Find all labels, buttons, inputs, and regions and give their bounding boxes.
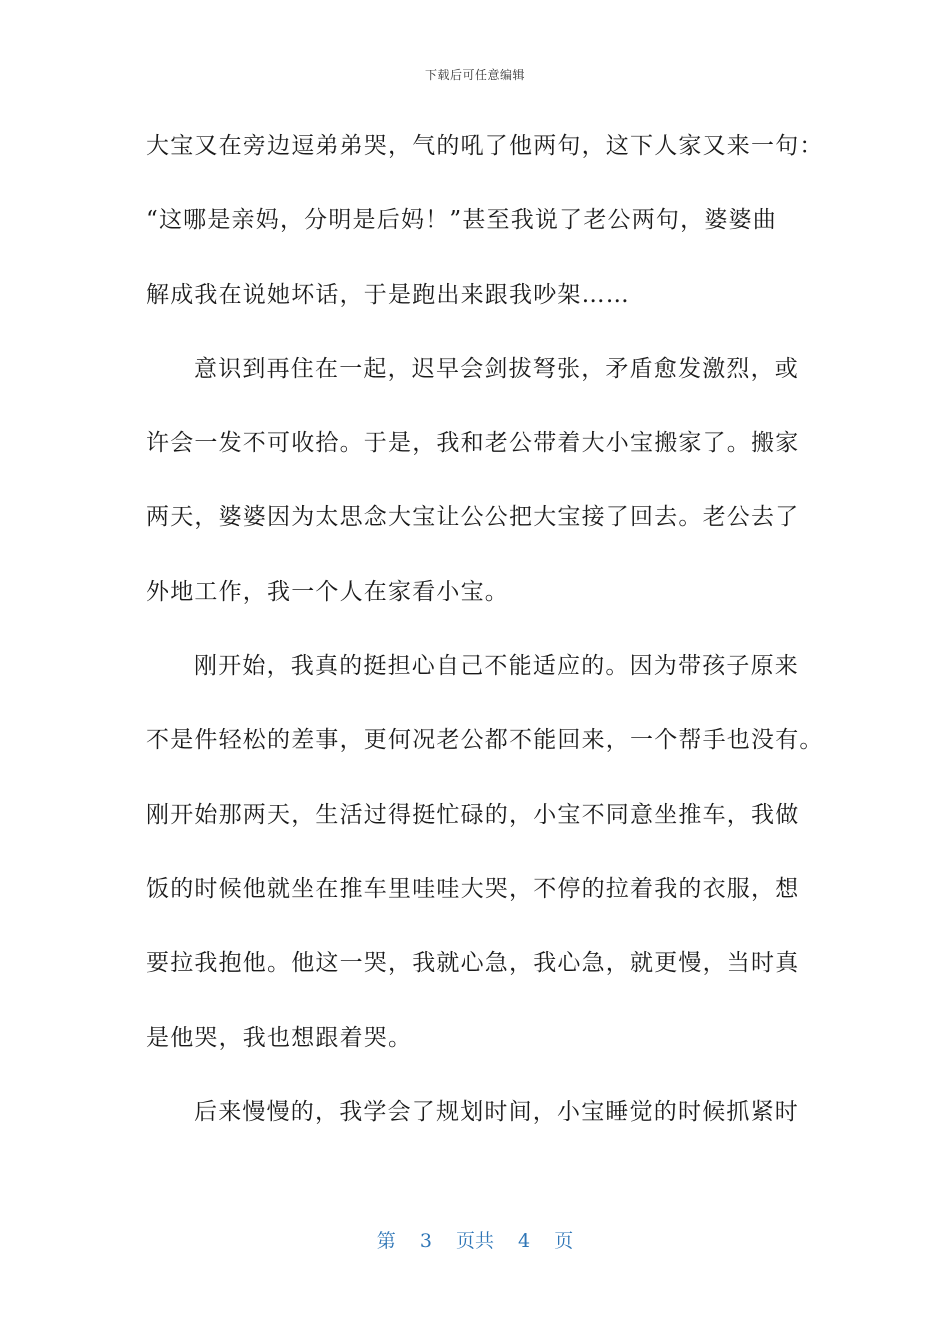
page-footer bbox=[0, 1226, 950, 1253]
text-line: 大宝又在旁边逗弟弟哭，气的吼了他两句，这下人家又来一句： bbox=[146, 133, 824, 159]
page-header: 下载后可任意编辑 bbox=[424, 68, 525, 82]
text-line: 后来慢慢的，我学会了规划时间，小宝睡觉的时候抓紧时 bbox=[194, 1098, 799, 1125]
page-label-suffix: 页 bbox=[554, 1230, 574, 1252]
text-line: 要拉我抱他。他这一哭，我就心急，我心急，就更慢，当时真 bbox=[146, 950, 800, 977]
text-line: 许会一发不可收拾。于是，我和老公带着大小宝搬家了。搬家 bbox=[146, 430, 800, 457]
text-line: 刚开始那两天，生活过得挺忙碌的，小宝不同意坐推车，我做 bbox=[146, 801, 800, 828]
text-line: 两天，婆婆因为太思念大宝让公公把大宝接了回去。老公去了 bbox=[146, 504, 800, 531]
page-number: 3 bbox=[419, 1230, 432, 1252]
text-line: 饭的时候他就坐在推车里哇哇大哭，不停的拉着我的衣服，想 bbox=[146, 875, 800, 902]
text-line: 意识到再住在一起，迟早会剑拔弩张，矛盾愈发激烈，或 bbox=[194, 355, 799, 382]
text-line: 不是件轻松的差事，更何况老公都不能回来，一个帮手也没有。 bbox=[146, 727, 824, 754]
page-label-mid: 页共 bbox=[455, 1230, 494, 1252]
page-label-prefix: 第 bbox=[376, 1230, 396, 1252]
total-pages: 4 bbox=[518, 1230, 531, 1252]
document-body bbox=[146, 126, 824, 1166]
text-line: 外地工作，我一个人在家看小宝。 bbox=[146, 578, 509, 605]
text-line: 是他哭，我也想跟着哭。 bbox=[146, 1024, 413, 1051]
text-line: 刚开始，我真的挺担心自己不能适应的。因为带孩子原来 bbox=[194, 653, 799, 680]
text-line: 解成我在说她坏话，于是跑出来跟我吵架…… bbox=[146, 281, 630, 308]
text-line: “这哪是亲妈，分明是后妈！”甚至我说了老公两句，婆婆曲 bbox=[146, 207, 777, 234]
